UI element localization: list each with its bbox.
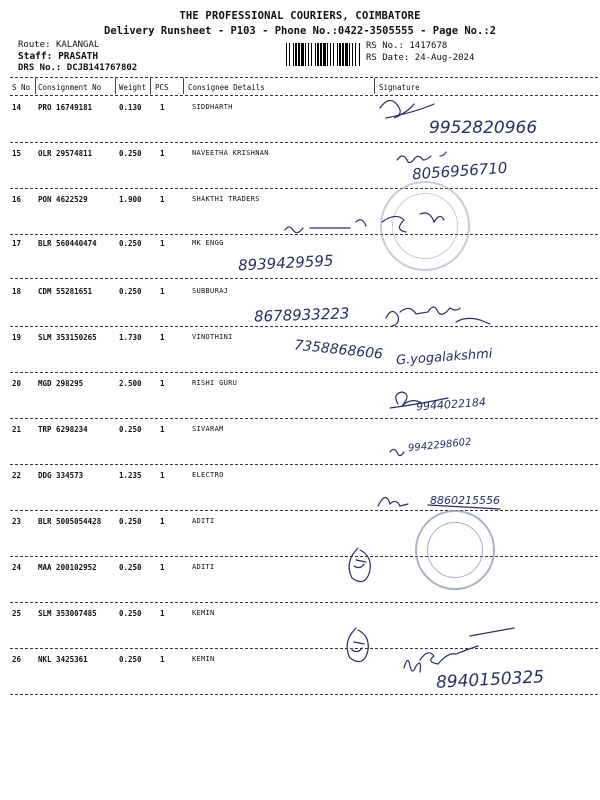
row-consignment-no: PON 4622529 <box>38 195 88 204</box>
handwritten-name: G.yogalakshmi <box>395 346 493 369</box>
row-pcs: 1 <box>160 103 165 112</box>
col-sno-header: S No <box>12 83 31 92</box>
company-title: THE PROFESSIONAL COURIERS, COIMBATORE <box>179 10 421 22</box>
row-consignee-name: KEMIN <box>192 609 215 617</box>
row-weight: 0.250 <box>119 563 142 572</box>
handwritten-phone: 8939429595 <box>237 251 334 275</box>
row-weight: 0.250 <box>119 149 142 158</box>
staff-value: PRASATH <box>58 51 99 62</box>
staff-label: Staff: <box>18 51 53 62</box>
row-consignee-name: SIVARAM <box>192 425 224 433</box>
row-pcs: 1 <box>160 239 165 248</box>
col-consignment-header: Consignment No <box>38 83 102 92</box>
row-consignment-no: OLR 29574811 <box>38 149 93 158</box>
row-weight: 0.250 <box>119 239 142 248</box>
col-signature-header: Signature <box>379 83 420 92</box>
rs-no-value: 1417678 <box>409 41 448 51</box>
row-consignee-name: ADITI <box>192 563 215 571</box>
runsheet-subtitle: Delivery Runsheet - P103 - Phone No.:0422-3505555 - Page No.:2 <box>104 25 496 37</box>
row-pcs: 1 <box>160 563 165 572</box>
handwritten-phone: 7358868606 <box>293 337 384 363</box>
col-consignee-header: Consignee Details <box>188 83 265 92</box>
row-consignee-name: ADITI <box>192 517 215 525</box>
signature-mark <box>380 100 434 118</box>
row-sno: 16 <box>12 195 22 204</box>
row-weight: 1.235 <box>119 471 142 480</box>
row-consignee-name: KEMIN <box>192 655 215 663</box>
row-pcs: 1 <box>160 471 165 480</box>
row-consignee-name: RISHI GURU <box>192 379 238 387</box>
row-sno: 19 <box>12 333 22 342</box>
rs-no-label: RS No.: <box>366 41 404 51</box>
row-consignee-name: VINOTHINI <box>192 333 233 341</box>
row-consignee-name: SIDDHARTH <box>192 103 233 111</box>
row-consignment-no: SLM 353150265 <box>38 333 97 342</box>
row-weight: 0.250 <box>119 655 142 664</box>
row-pcs: 1 <box>160 195 165 204</box>
handwritten-phone: 9952820966 <box>429 118 538 138</box>
row-pcs: 1 <box>160 655 165 664</box>
row-pcs: 1 <box>160 149 165 158</box>
handwritten-phone: 8678933223 <box>253 304 350 326</box>
row-consignee-name: SUBBURAJ <box>192 287 229 295</box>
handwritten-phone: 8940150325 <box>435 667 545 693</box>
drs-label: DRS No.: <box>18 63 62 73</box>
signature-mark <box>390 449 404 455</box>
row-sno: 20 <box>12 379 22 388</box>
row-sno: 22 <box>12 471 22 480</box>
row-sno: 17 <box>12 239 22 248</box>
row-consignee-name: SHAKTHI TRADERS <box>192 195 260 203</box>
row-consignee-name: MK ENGG <box>192 239 224 247</box>
row-pcs: 1 <box>160 609 165 618</box>
route-label: Route: <box>18 40 51 50</box>
row-weight: 2.500 <box>119 379 142 388</box>
row-sno: 26 <box>12 655 22 664</box>
rs-date-label: RS Date: <box>366 53 410 63</box>
row-consignment-no: PRO 16749181 <box>38 103 93 112</box>
row-consignee-name: ELECTRO <box>192 471 224 479</box>
row-weight: 0.250 <box>119 517 142 526</box>
row-consignment-no: BLR 5005054428 <box>38 517 102 526</box>
route-value: KALANGAL <box>55 40 100 50</box>
signature-mark <box>404 628 514 672</box>
signature-mark <box>347 628 368 662</box>
row-consignment-no: MAA 200102952 <box>38 563 97 572</box>
row-sno: 24 <box>12 563 22 572</box>
handwritten-phone: 9942298602 <box>407 436 473 455</box>
row-pcs: 1 <box>160 333 165 342</box>
signature-mark <box>285 213 444 233</box>
row-sno: 21 <box>12 425 22 434</box>
row-pcs: 1 <box>160 379 165 388</box>
signature-mark <box>349 548 370 582</box>
rs-date-value: 24-Aug-2024 <box>414 53 475 63</box>
row-consignment-no: TRP 6298234 <box>38 425 88 434</box>
row-consignment-no: BLR 560440474 <box>38 239 97 248</box>
row-weight: 0.250 <box>119 425 142 434</box>
row-sno: 14 <box>12 103 22 112</box>
row-consignment-no: CDM 55281651 <box>38 287 93 296</box>
row-pcs: 1 <box>160 517 165 526</box>
row-consignee-name: NAVEETHA KRISHNAN <box>192 149 269 157</box>
row-weight: 1.730 <box>119 333 142 342</box>
row-weight: 1.900 <box>119 195 142 204</box>
row-sno: 25 <box>12 609 22 618</box>
col-pcs-header: PCS <box>155 83 169 92</box>
row-weight: 0.250 <box>119 287 142 296</box>
row-consignment-no: NKL 3425361 <box>38 655 88 664</box>
row-consignment-no: SLM 353007485 <box>38 609 97 618</box>
handwritten-phone: 8860215556 <box>430 494 500 507</box>
col-weight-header: Weight <box>119 83 147 92</box>
drs-value: DCJB141767802 <box>66 63 138 73</box>
row-weight: 0.250 <box>119 609 142 618</box>
row-sno: 18 <box>12 287 22 296</box>
row-sno: 15 <box>12 149 22 158</box>
row-consignment-no: MGD 298295 <box>38 379 84 388</box>
signature-mark <box>386 307 490 326</box>
handwritten-phone: 9944022184 <box>415 395 487 414</box>
signature-mark <box>397 152 446 163</box>
row-consignment-no: DDG 334573 <box>38 471 84 480</box>
row-pcs: 1 <box>160 287 165 296</box>
row-sno: 23 <box>12 517 22 526</box>
row-weight: 0.130 <box>119 103 142 112</box>
handwritten-phone: 8056956710 <box>411 158 508 184</box>
row-pcs: 1 <box>160 425 165 434</box>
